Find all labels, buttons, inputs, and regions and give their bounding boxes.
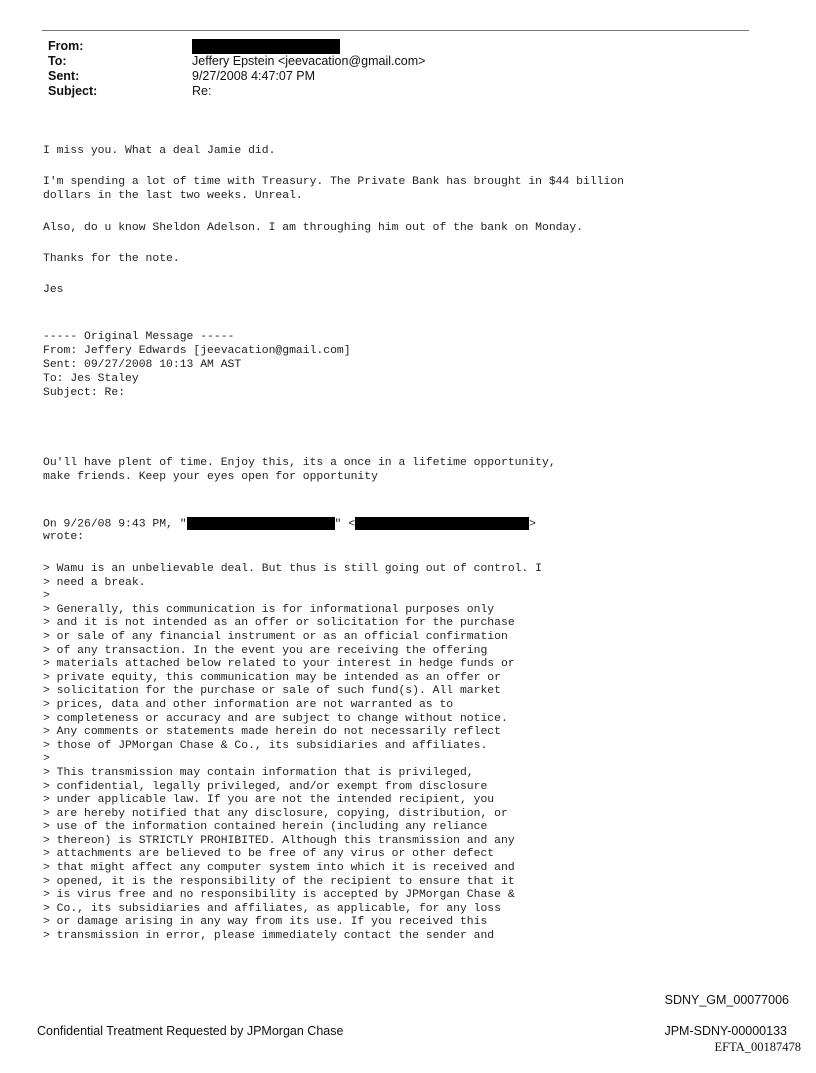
quoted-line: >: [43, 590, 50, 603]
quoted-line: > of any transaction. In the event you are receiving the offering: [43, 644, 488, 657]
original-subject: Subject: Re:: [43, 387, 126, 399]
quoted-line: > materials attached below related to your interest in hedge funds or: [43, 658, 515, 671]
quoted-line: > transmission in error, please immediately contact the sender and: [43, 930, 495, 943]
quoted-line: > or sale of any financial instrument or as an official confirmation: [43, 630, 508, 643]
quoted-line: > and it is not intended as an offer or solicitation for the purchase: [43, 617, 515, 630]
original-divider: ----- Original Message -----: [43, 331, 235, 343]
quote-header-end: >: [529, 518, 536, 531]
quoted-line: > Wamu is an unbelievable deal. But thus is still going out of control. I: [43, 563, 542, 575]
quote-header-wrote: wrote:: [43, 531, 85, 543]
message-line-1: Ou'll have plent of time. Enjoy this, its a once in a lifetime opportunity,: [43, 457, 556, 469]
from-redaction: [192, 39, 340, 54]
bates-stamp: SDNY_GM_00077006: [664, 993, 789, 1007]
original-from: From: Jeffery Edwards [jeevacation@gmail.com]: [43, 345, 351, 357]
reply-line-3: Also, do u know Sheldon Adelson. I am throughing him out of the bank on Monday.: [43, 222, 584, 234]
quoted-line: > thereon) is STRICTLY PROHIBITED. Although this transmission and any: [43, 834, 515, 847]
sent-label: Sent:: [48, 69, 80, 83]
quoted-line: > need a break.: [43, 576, 146, 589]
quoted-line: > attachments are believed to be free of any virus or other defect: [43, 848, 495, 861]
quoted-line: > Any comments or statements made herein do not necessarily reflect: [43, 726, 501, 739]
reply-line-2a: I'm spending a lot of time with Treasury. The Private Bank has brought in $44 billion: [43, 176, 625, 188]
quote-header-line: [43, 517, 536, 532]
quote-header-middle: " <: [334, 518, 356, 531]
quoted-line: > or damage arising in any way from its use. If you received this: [43, 916, 488, 929]
to-label: To:: [48, 54, 67, 68]
quoted-line: > those of JPMorgan Chase & Co., its subsidiaries and affiliates.: [43, 739, 488, 752]
quoted-message: [43, 563, 542, 944]
quoted-line: > confidential, legally privileged, and/or exempt from disclosure: [43, 780, 488, 793]
quoted-line: > prices, data and other information are not warranted as to: [43, 698, 454, 711]
from-value: [192, 39, 340, 54]
quoted-line: > completeness or accuracy and are subject to change without notice.: [43, 712, 508, 725]
reply-signature: Jes: [43, 284, 64, 296]
quoted-line: > use of the information contained herein (including any reliance: [43, 821, 488, 834]
quoted-line: >: [43, 753, 50, 766]
sender-email-redaction: [355, 517, 529, 530]
sent-value: 9/27/2008 4:47:07 PM: [192, 69, 316, 83]
quoted-line: > Generally, this communication is for informational purposes only: [43, 603, 495, 616]
to-value: Jeffery Epstein <jeevacation@gmail.com>: [192, 54, 426, 68]
reply-line-2b: dollars in the last two weeks. Unreal.: [43, 190, 303, 202]
subject-value: Re:: [192, 84, 212, 98]
quoted-line: > private equity, this communication may be intended as an offer or: [43, 671, 501, 684]
quoted-line: > that might affect any computer system into which it is received and: [43, 862, 515, 875]
original-sent: Sent: 09/27/2008 10:13 AM AST: [43, 359, 242, 371]
sender-name-redaction: [187, 517, 335, 530]
confidential-notice: Confidential Treatment Requested by JPMorgan Chase: [37, 1024, 344, 1038]
reply-line-4: Thanks for the note.: [43, 253, 180, 265]
quoted-line: > is virus free and no responsibility is accepted by JPMorgan Chase &: [43, 889, 515, 902]
efta-id: EFTA_00187478: [714, 1040, 801, 1054]
quote-header-prefix: On 9/26/08 9:43 PM, ": [43, 518, 187, 531]
quoted-line: > under applicable law. If you are not the intended recipient, you: [43, 794, 495, 807]
subject-label: Subject:: [48, 84, 98, 98]
quoted-line: > opened, it is the responsibility of the recipient to ensure that it: [43, 875, 515, 888]
quoted-line: > Co., its subsidiaries and affiliates, as applicable, for any loss: [43, 902, 501, 915]
header-divider: [42, 30, 749, 31]
quoted-line: > solicitation for the purchase or sale of such fund(s). All market: [43, 685, 501, 698]
original-to: To: Jes Staley: [43, 373, 139, 385]
jpm-id: JPM-SDNY-00000133: [664, 1024, 787, 1038]
reply-line-1: I miss you. What a deal Jamie did.: [43, 145, 276, 157]
from-label: From:: [48, 39, 84, 53]
message-line-2: make friends. Keep your eyes open for opportunity: [43, 471, 378, 483]
quoted-line: > are hereby notified that any disclosure, copying, distribution, or: [43, 807, 508, 820]
quoted-line: > This transmission may contain information that is privileged,: [43, 766, 474, 779]
